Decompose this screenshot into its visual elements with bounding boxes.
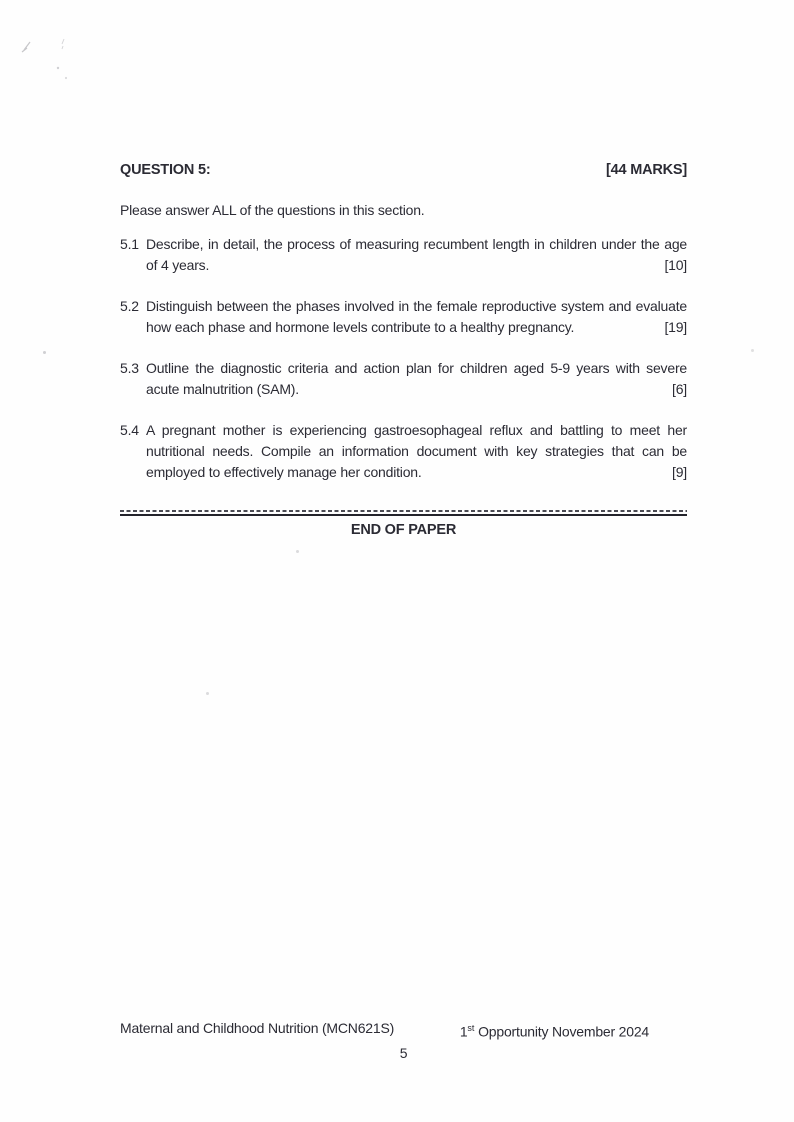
scan-artifact-speck — [296, 550, 299, 553]
question-number: 5.3 — [120, 360, 139, 376]
page-number: 5 — [399, 1044, 408, 1061]
question-text-body: Describe, in detail, the process of measuring recumbent length in children under the age of 4 years. — [146, 236, 687, 273]
question-item-5-2 — [120, 296, 687, 338]
question-section — [120, 160, 687, 541]
question-header — [120, 160, 687, 181]
scan-artifact-speck — [206, 692, 209, 695]
scan-artifact-pencil-marks — [18, 34, 88, 84]
footer-course-title: Maternal and Childhood Nutrition (MCN621S) — [120, 1020, 395, 1036]
question-text — [146, 358, 687, 400]
question-text — [146, 420, 687, 483]
question-number: 5.2 — [120, 298, 139, 314]
question-text — [146, 296, 687, 338]
end-divider — [120, 510, 687, 516]
footer-session-rest: Opportunity November 2024 — [474, 1023, 649, 1040]
end-of-paper-label: END OF PAPER — [350, 522, 457, 538]
question-text — [146, 234, 687, 276]
question-item-5-4 — [120, 420, 687, 483]
question-item-5-1 — [120, 234, 687, 276]
question-item-5-3 — [120, 358, 687, 400]
footer-session-number: 1 — [459, 1023, 468, 1040]
scan-artifact-speck — [43, 351, 46, 354]
question-total-marks: [44 MARKS] — [606, 162, 687, 178]
question-text-body: A pregnant mother is experiencing gastroesophageal reflux and battling to meet her nutritional needs. Compile an information document with key strategies that can be employed to effectively manage her condition. — [146, 422, 687, 480]
question-marks: [19] — [664, 319, 687, 335]
question-marks: [9] — [672, 464, 687, 480]
question-number: 5.4 — [120, 422, 139, 438]
end-divider-solid-line — [120, 514, 687, 516]
section-instruction: Please answer ALL of the questions in this section. — [120, 202, 425, 218]
scan-artifact-speck — [751, 349, 754, 352]
page-footer — [120, 1018, 687, 1064]
footer-row — [120, 1018, 687, 1043]
question-text-body: Outline the diagnostic criteria and action plan for children aged 5-9 years with severe acute malnutrition (SAM). — [146, 360, 687, 397]
footer-session-ordinal: st — [467, 1023, 475, 1033]
end-divider-dashed-line — [120, 510, 687, 512]
question-text-body: Distinguish between the phases involved in the female reproductive system and evaluate how each phase and hormone levels contribute to a healthy pregnancy. — [146, 298, 687, 335]
footer-exam-session — [460, 1018, 649, 1043]
question-marks: [10] — [664, 257, 687, 273]
question-marks: [6] — [672, 381, 687, 397]
question-number: 5.1 — [120, 236, 139, 252]
question-title: QUESTION 5: — [120, 162, 211, 178]
